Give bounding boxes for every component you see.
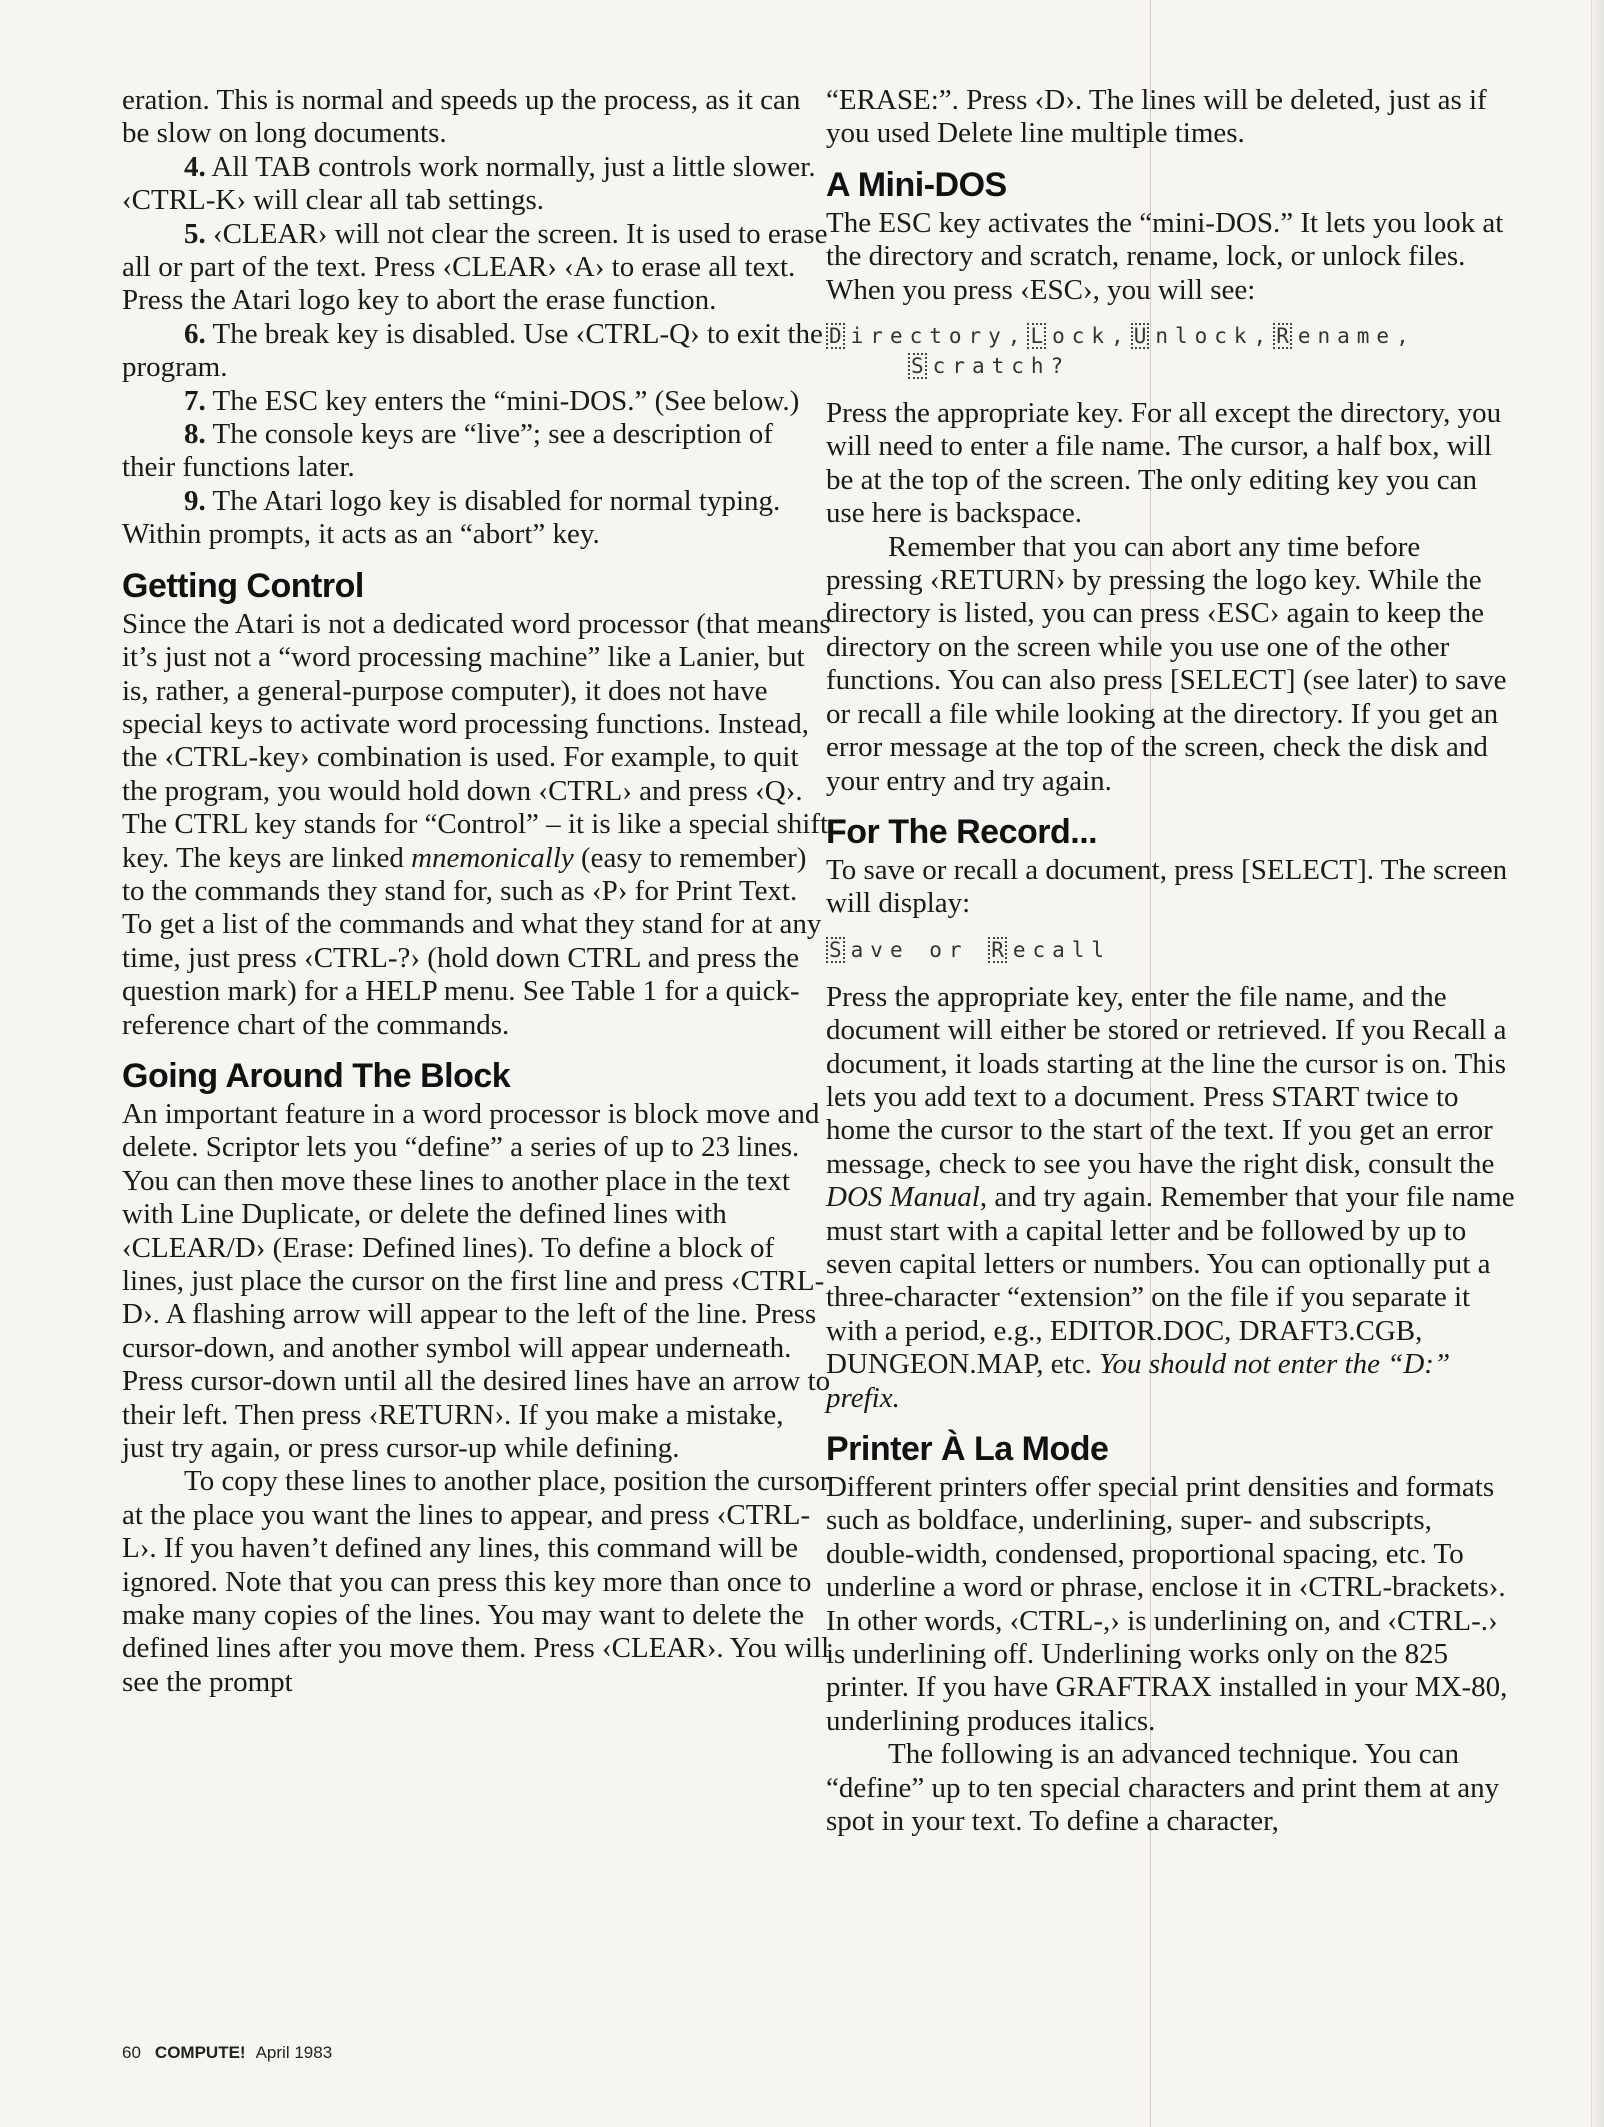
item-number: 7. bbox=[184, 384, 206, 417]
left-column bbox=[122, 84, 832, 1699]
list-item bbox=[122, 151, 832, 218]
option-text: ock, bbox=[1052, 324, 1131, 349]
text-run: , and try again. Remember that your file name must start with a capital letter and be followed by up to seven capital letters or numbers. You can optionally put a three-character “extension” on the file if you separate it with a period, e.g., EDITOR.DOC, DRAFT3.CGB, DUNGEON.MAP, etc. bbox=[826, 1181, 1515, 1381]
option-text: cratch? bbox=[932, 354, 1071, 379]
right-column bbox=[826, 84, 1516, 1838]
item-text: ‹CLEAR› will not clear the screen. It is used to erase all or part of the text. Press ‹CLEAR› ‹A› to erase all text. Press the Atari logo key to abort the erase function. bbox=[122, 217, 828, 317]
italic-term: DOS Manual bbox=[826, 1181, 980, 1214]
paragraph bbox=[826, 981, 1516, 1415]
text-run: Since the Atari is not a dedicated word processor (that means it’s just not a “word processing machine” like a Lanier, but is, rather, a general-purpose computer), it does not have special keys to activate word processing functions. Instead, the ‹CTRL-key› combination is used. For example, to quit the program, you would hold down ‹CTRL› and press ‹Q›. The CTRL key stands for “Control” – it is like a special shift key. The keys are linked bbox=[122, 607, 831, 874]
option-text: ename, bbox=[1297, 324, 1416, 349]
section-heading-mini-dos: A Mini-DOS bbox=[826, 165, 1007, 204]
list-item bbox=[122, 218, 832, 318]
page-number: 60 bbox=[122, 2043, 141, 2062]
screen-line bbox=[826, 351, 1516, 381]
inverse-key: S bbox=[908, 353, 927, 379]
inverse-key: D bbox=[826, 323, 845, 349]
item-text: All TAB controls work normally, just a little slower. ‹CTRL-K› will clear all tab settings. bbox=[122, 150, 816, 217]
paragraph: Press the appropriate key. For all except the directory, you will need to enter a file name. The cursor, a half box, will be at the top of the screen. The only editing key you can use here is backspace. bbox=[826, 397, 1502, 530]
inverse-key: R bbox=[1273, 323, 1292, 349]
paragraph: An important feature in a word processor is block move and delete. Scriptor lets you “define” a series of up to 23 lines. You can then move these lines to another place in the text with Line Duplicate, or delete the defined lines with ‹CLEAR/D› (Erase: Defined lines). To define a block of lines, just place the cursor on the first line and press ‹CTRL-D›. A flashing arrow will appear to the left of the line. Press cursor-down, and another symbol will appear underneath. Press cursor-down until all the desired lines have an arrow to their left. Then press ‹RETURN›. If you make a mistake, just try again, or press cursor-up while defining. bbox=[122, 1097, 831, 1465]
list-item bbox=[122, 318, 832, 385]
item-number: 9. bbox=[184, 484, 206, 517]
paragraph: To save or recall a document, press [SELECT]. The screen will display: bbox=[826, 853, 1508, 920]
option-text: or bbox=[929, 937, 969, 962]
text-run: Press the appropriate key, enter the file name, and the document will either be stored or retrieved. If you Recall a document, it loads starting at the line the cursor is on. This lets you add text to a document. Press START twice to home the cursor to the start of the text. If you get an error message, check to see you have the right disk, consult the bbox=[826, 980, 1507, 1180]
list-item bbox=[122, 418, 832, 485]
issue-date: April 1983 bbox=[255, 2043, 333, 2062]
item-text: The console keys are “live”; see a description of their functions later. bbox=[122, 418, 773, 484]
magazine-name: COMPUTE! bbox=[154, 2043, 246, 2062]
page-edge bbox=[1591, 0, 1604, 2127]
paragraph bbox=[122, 608, 832, 1042]
option-text: irectory, bbox=[850, 324, 1028, 349]
paragraph-continued: “ERASE:”. Press ‹D›. The lines will be deleted, just as if you used Delete line multiple times. bbox=[826, 84, 1487, 150]
page-footer bbox=[122, 2043, 332, 2063]
inverse-key: L bbox=[1027, 323, 1046, 349]
item-number: 4. bbox=[184, 150, 206, 183]
paragraph: Different printers offer special print densities and formats such as boldface, underlining, super- and subscripts, double-width, condensed, proportional spacing, etc. To underline a word or phrase, enclose it in ‹CTRL-brackets›. In other words, ‹CTRL-,› is underlining on, and ‹CTRL-.› is underlining off. Underlining works only on the 825 printer. If you have GRAFTRAX installed in your MX-80, underlining produces italics. bbox=[826, 1471, 1508, 1737]
option-text: nlock, bbox=[1155, 324, 1274, 349]
item-number: 6. bbox=[184, 317, 206, 350]
section-heading-block: Going Around The Block bbox=[122, 1056, 511, 1095]
option-text: ave bbox=[850, 937, 910, 962]
item-number: 5. bbox=[184, 217, 206, 250]
inverse-key: S bbox=[826, 937, 845, 963]
option-text: ecall bbox=[1012, 937, 1112, 962]
paragraph: Remember that you can abort any time before pressing ‹RETURN› by pressing the logo key. While the directory is listed, you can press ‹ESC› again to keep the directory on the screen while you use one of the other functions. You can also press [SELECT] (see later) to save or recall a file while looking at the directory. If you get an error message at the top of the screen, check the disk and your entry and try again. bbox=[826, 530, 1507, 797]
screen-line bbox=[826, 321, 1516, 351]
text-run: (easy to remember) to the commands they stand for, such as ‹P› for Print Text. To get a list of the commands and what they stand for at any time, just press ‹CTRL-?› (hold down CTRL and press the question mark) for a HELP menu. See Table 1 for a quick-reference chart of the commands. bbox=[122, 841, 822, 1041]
italic-term: mnemonically bbox=[411, 841, 574, 874]
section-heading-printer: Printer À La Mode bbox=[826, 1430, 1109, 1468]
item-text: The ESC key enters the “mini-DOS.” (See below.) bbox=[205, 384, 800, 417]
italic-note: You should not enter the “D:” prefix. bbox=[826, 1348, 1451, 1414]
section-heading-record: For The Record... bbox=[826, 812, 1098, 851]
item-text: The break key is disabled. Use ‹CTRL-Q› to exit the program. bbox=[122, 317, 823, 384]
item-text: The Atari logo key is disabled for normal typing. Within prompts, it acts as an “abort” key. bbox=[122, 484, 781, 551]
list-item bbox=[122, 485, 832, 552]
screen-prompt-mini-dos bbox=[826, 321, 1516, 381]
paragraph: The ESC key activates the “mini-DOS.” It lets you look at the directory and scratch, rename, lock, or unlock files. When you press ‹ESC›, you will see: bbox=[826, 206, 1504, 306]
inverse-key: U bbox=[1131, 323, 1150, 349]
screen-prompt-save-recall bbox=[826, 935, 1516, 965]
paragraph: To copy these lines to another place, position the cursor at the place you want the lines to appear, and press ‹CTRL-L›. If you haven’t defined any lines, this command will be ignored. Note that you can press this key more than once to make many copies of the lines. You may want to delete the defined lines after you move them. Press ‹CLEAR›. You will see the prompt bbox=[122, 1465, 830, 1698]
inverse-key: R bbox=[988, 937, 1007, 963]
paragraph-continued: eration. This is normal and speeds up the process, as it can be slow on long documents. bbox=[122, 84, 801, 150]
paragraph: The following is an advanced technique. You can “define” up to ten special characters and print them at any spot in your text. To define a character, bbox=[826, 1738, 1500, 1838]
section-heading-getting-control: Getting Control bbox=[122, 566, 364, 605]
item-number: 8. bbox=[184, 418, 206, 451]
list-item bbox=[122, 385, 832, 418]
